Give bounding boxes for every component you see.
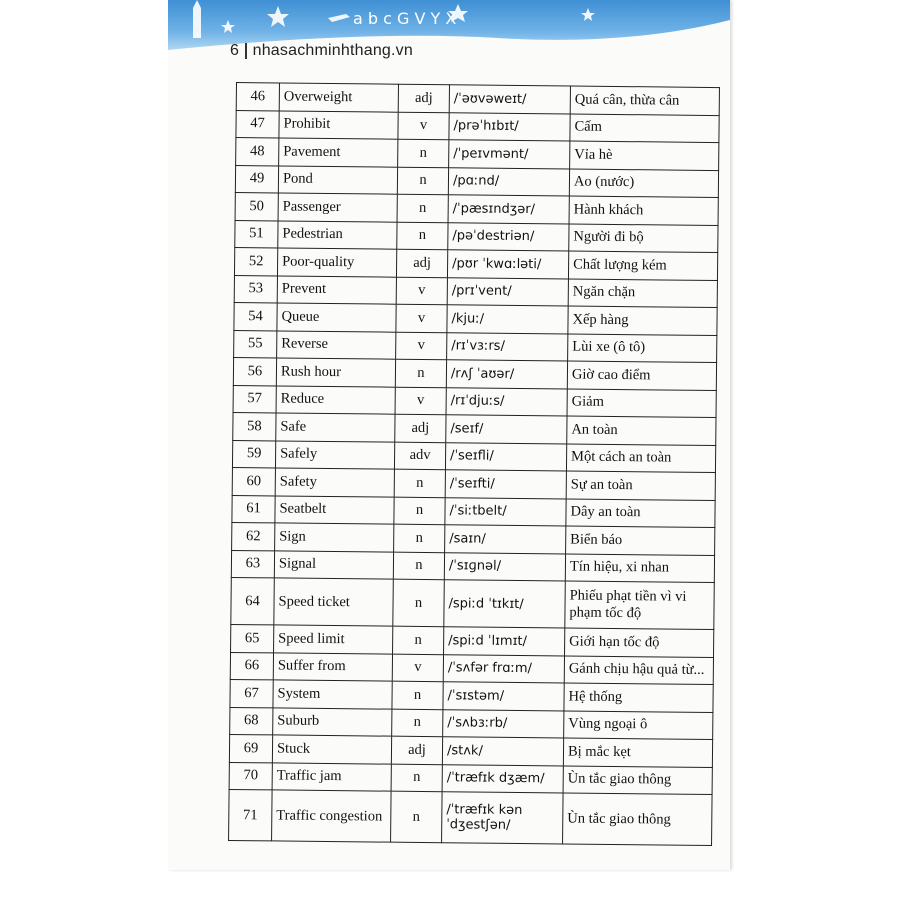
entry-number: 69: [229, 734, 272, 762]
entry-word: Sign: [275, 523, 394, 552]
entry-part-of-speech: n: [398, 139, 449, 167]
entry-pronunciation: /prəˈhɪbɪt/: [449, 112, 570, 141]
entry-number: 65: [231, 624, 274, 652]
entry-meaning: Dây an toàn: [566, 498, 715, 527]
entry-part-of-speech: adj: [398, 84, 449, 112]
entry-pronunciation: /rɪˈdjuːs/: [446, 387, 567, 416]
entry-pronunciation: /rʌʃ ˈaʊər/: [446, 360, 567, 389]
entry-word: Pond: [278, 165, 397, 194]
entry-part-of-speech: n: [391, 764, 442, 792]
entry-pronunciation: /ˈseɪfli/: [445, 442, 566, 471]
entry-part-of-speech: adj: [396, 249, 447, 277]
entry-pronunciation: /ˈsɪɡnəl/: [444, 552, 565, 581]
entry-pronunciation: /rɪˈvɜːrs/: [447, 332, 568, 361]
entry-pronunciation: /kjuː/: [447, 305, 568, 334]
entry-number: 54: [234, 302, 277, 330]
entry-number: 49: [235, 165, 278, 193]
entry-pronunciation: /ˈtræfɪk dʒæm/: [442, 764, 563, 793]
entry-meaning: Giảm: [567, 388, 716, 417]
entry-pronunciation: /prɪˈvent/: [447, 277, 568, 306]
entry-meaning: Hành khách: [569, 196, 718, 225]
entry-part-of-speech: v: [396, 277, 447, 305]
entry-part-of-speech: n: [392, 709, 443, 737]
entry-meaning: Người đi bộ: [569, 223, 718, 252]
entry-word: Signal: [274, 550, 393, 579]
entry-pronunciation: /ˈsɪstəm/: [443, 682, 564, 711]
entry-word: Queue: [277, 303, 396, 332]
entry-number: 51: [235, 220, 278, 248]
entry-number: 61: [232, 495, 275, 523]
page-number: 6: [230, 42, 240, 59]
entry-number: 57: [233, 385, 276, 413]
entry-part-of-speech: n: [397, 222, 448, 250]
entry-word: Prohibit: [279, 110, 398, 139]
entry-pronunciation: /pɑːnd/: [448, 167, 569, 196]
entry-number: 66: [230, 652, 273, 680]
entry-meaning: Cấm: [570, 114, 719, 143]
entry-number: 50: [235, 192, 278, 220]
entry-pronunciation: /pʊr ˈkwɑːləti/: [447, 250, 568, 279]
entry-meaning: Ùn tắc giao thông: [563, 793, 713, 846]
entry-number: 58: [233, 412, 276, 440]
entry-pronunciation: /pəˈdestriən/: [448, 222, 569, 251]
entry-number: 67: [230, 679, 273, 707]
entry-meaning: Ngăn chặn: [568, 278, 717, 307]
entry-meaning: Xếp hàng: [568, 306, 717, 335]
entry-pronunciation: /ˈəʊvəweɪt/: [449, 85, 570, 114]
entry-part-of-speech: n: [395, 359, 446, 387]
entry-number: 62: [232, 522, 275, 550]
entry-pronunciation: /ˈpeɪvmənt/: [449, 140, 570, 169]
entry-word: Suburb: [273, 707, 392, 736]
entry-number: 63: [231, 550, 274, 578]
entry-word: Suffer from: [273, 652, 392, 681]
entry-word: Traffic jam: [272, 762, 391, 791]
header-divider: [245, 43, 247, 59]
entry-part-of-speech: v: [395, 387, 446, 415]
entry-meaning: Biển báo: [566, 526, 715, 555]
entry-part-of-speech: n: [393, 552, 444, 580]
entry-word: Pavement: [279, 138, 398, 167]
entry-part-of-speech: adj: [391, 736, 442, 764]
entry-meaning: Lùi xe (ô tô): [568, 333, 717, 362]
entry-word: Speed ticket: [274, 578, 393, 626]
entry-meaning: Ùn tắc giao thông: [563, 765, 712, 794]
entry-word: Stuck: [272, 735, 391, 764]
table-row: [231, 577, 714, 629]
entry-pronunciation: /ˈsʌfər frɑːm/: [443, 654, 564, 683]
entry-meaning: Tín hiệu, xi nhan: [565, 553, 714, 582]
entry-part-of-speech: n: [397, 167, 448, 195]
entry-pronunciation: /ˈseɪfti/: [445, 470, 566, 499]
entry-pronunciation: /ˈtræfɪk kənˈdʒestʃən/: [442, 792, 564, 844]
vocabulary-table: [228, 82, 720, 846]
entry-word: Safety: [275, 468, 394, 497]
entry-part-of-speech: n: [391, 791, 443, 843]
entry-word: Safely: [275, 440, 394, 469]
entry-word: Prevent: [277, 275, 396, 304]
entry-meaning: Phiếu phạt tiền vì vi phạm tốc độ: [565, 581, 714, 630]
page-header: [230, 42, 413, 60]
entry-meaning: Giờ cao điểm: [567, 361, 716, 390]
banner-letters: a b c G V Y X: [353, 9, 457, 28]
entry-meaning: Bị mắc kẹt: [563, 738, 712, 767]
entry-word: Safe: [276, 413, 395, 442]
entry-meaning: Vỉa hè: [570, 141, 719, 170]
entry-word: Rush hour: [276, 358, 395, 387]
entry-number: 60: [232, 467, 275, 495]
entry-number: 71: [229, 789, 273, 840]
entry-word: Reduce: [276, 385, 395, 414]
entry-part-of-speech: n: [392, 681, 443, 709]
entry-number: 48: [236, 138, 279, 166]
entry-number: 55: [234, 330, 277, 358]
entry-number: 59: [232, 440, 275, 468]
entry-pronunciation: /spiːd ˈlɪmɪt/: [444, 627, 565, 656]
entry-word: System: [273, 680, 392, 709]
entry-pronunciation: /ˈsiːtbelt/: [445, 497, 566, 526]
entry-part-of-speech: n: [394, 524, 445, 552]
entry-meaning: An toàn: [567, 416, 716, 445]
entry-word: Overweight: [279, 83, 398, 112]
entry-part-of-speech: v: [396, 304, 447, 332]
entry-word: Passenger: [278, 193, 397, 222]
entry-pronunciation: /stʌk/: [442, 737, 563, 766]
entry-word: Reverse: [277, 330, 396, 359]
entry-number: 56: [233, 357, 276, 385]
entry-word: Speed limit: [274, 625, 393, 654]
entry-number: 52: [234, 247, 277, 275]
table-row: [229, 789, 713, 845]
entry-number: 70: [229, 762, 272, 790]
entry-number: 64: [231, 577, 274, 624]
entry-number: 53: [234, 275, 277, 303]
entry-part-of-speech: n: [394, 497, 445, 525]
entry-part-of-speech: n: [394, 469, 445, 497]
entry-word: Poor-quality: [277, 248, 396, 277]
entry-pronunciation: /ˈpæsɪndʒər/: [448, 195, 569, 224]
entry-word: Pedestrian: [278, 220, 397, 249]
entry-part-of-speech: adj: [395, 414, 446, 442]
entry-part-of-speech: adv: [394, 442, 445, 470]
entry-meaning: Hệ thống: [564, 683, 713, 712]
entry-pronunciation: /spiːd ˈtɪkɪt/: [444, 580, 565, 628]
entry-word: Traffic congestion: [272, 790, 392, 842]
entry-meaning: Gánh chịu hậu quả từ...: [564, 655, 713, 684]
entry-number: 47: [236, 110, 279, 138]
entry-word: Seatbelt: [275, 495, 394, 524]
entry-meaning: Sự an toàn: [566, 471, 715, 500]
entry-part-of-speech: v: [396, 332, 447, 360]
entry-part-of-speech: n: [397, 194, 448, 222]
entry-meaning: Vùng ngoại ô: [564, 710, 713, 739]
entry-part-of-speech: n: [393, 626, 444, 654]
site-name: nhasachminhthang.vn: [252, 42, 413, 59]
entry-part-of-speech: v: [398, 112, 449, 140]
entry-meaning: Chất lượng kém: [568, 251, 717, 280]
entry-pronunciation: /saɪn/: [445, 525, 566, 554]
entry-meaning: Giới hạn tốc độ: [565, 628, 714, 657]
entry-meaning: Ao (nước): [569, 168, 718, 197]
entry-part-of-speech: n: [393, 579, 444, 627]
entry-pronunciation: /seɪf/: [446, 415, 567, 444]
entry-number: 68: [230, 707, 273, 735]
entry-meaning: Một cách an toàn: [566, 443, 715, 472]
entry-meaning: Quá cân, thừa cân: [570, 86, 719, 115]
entry-pronunciation: /ˈsʌbɜːrb/: [443, 709, 564, 738]
entry-number: 46: [236, 83, 279, 111]
entry-part-of-speech: v: [392, 654, 443, 682]
